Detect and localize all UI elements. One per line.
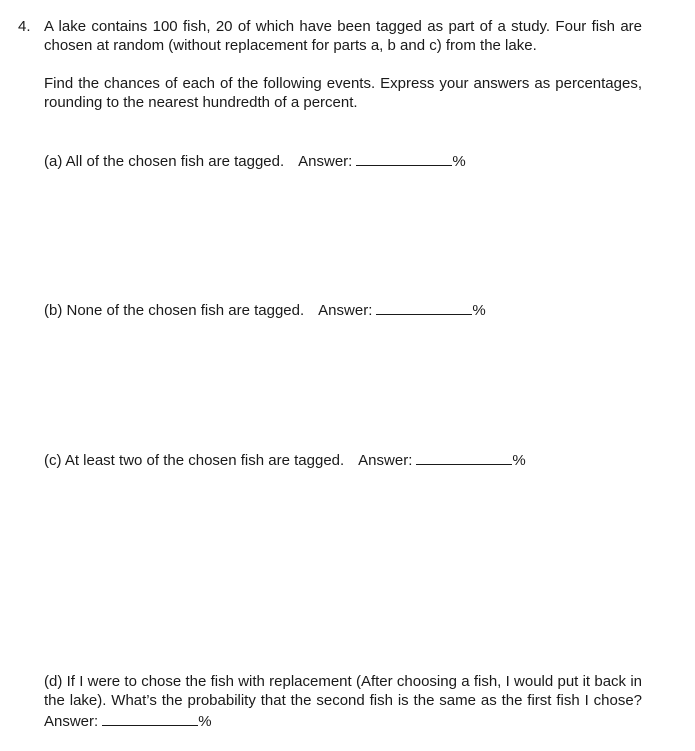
part-b-answer-label: Answer: [318, 302, 373, 319]
part-b-answer-blank[interactable] [376, 299, 472, 315]
part-a-unit: % [452, 153, 466, 170]
part-c-text: (c) At least two of the chosen fish are tagged. [44, 452, 345, 469]
part-c-answer-label: Answer: [358, 452, 413, 469]
part-d [44, 672, 642, 731]
problem-instructions: Find the chances of each of the following events. Express your answers as percentages, rounding to the nearest hundredth of a percent. [44, 75, 642, 111]
part-d-text: (d) If I were to chose the fish with replacement (After choosing a fish, I would put it back in the lake). What’s the probability that the second fish is the same as the first fish I chose? [44, 673, 642, 709]
problem-intro: A lake contains 100 fish, 20 of which have been tagged as part of a study. Four fish are chosen at random (without replacement for parts a, b and c) from the lake. [44, 18, 642, 54]
part-c-answer-blank[interactable] [416, 449, 512, 465]
part-b-text: (b) None of the chosen fish are tagged. [44, 302, 305, 319]
part-b-unit: % [472, 302, 486, 319]
part-a-answer-blank[interactable] [356, 150, 452, 166]
part-d-answer-blank[interactable] [102, 710, 198, 726]
problem-number: 4. [18, 18, 31, 35]
part-a-answer-label: Answer: [298, 153, 353, 170]
part-d-unit: % [198, 713, 212, 730]
part-a [44, 150, 642, 171]
part-c-unit: % [512, 452, 526, 469]
part-d-answer-label: Answer: [44, 713, 99, 730]
part-a-text: (a) All of the chosen fish are tagged. [44, 153, 285, 170]
part-c [44, 449, 642, 470]
part-b [44, 299, 642, 320]
